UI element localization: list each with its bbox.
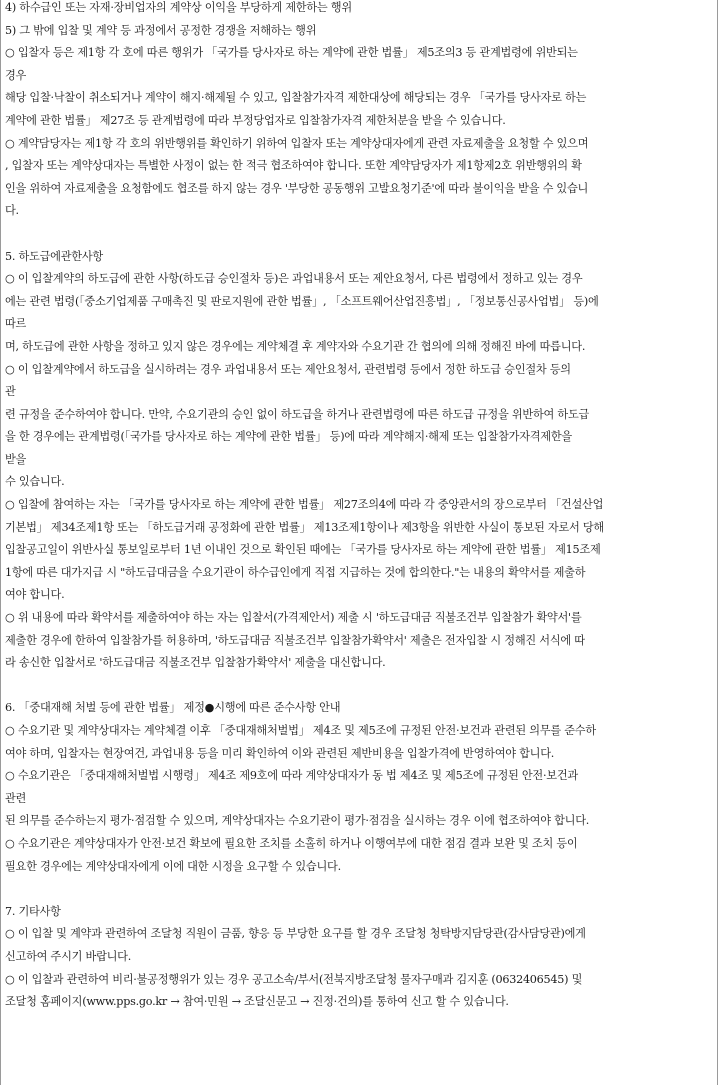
document-line: 련 규정을 준수하여야 합니다. 만약, 수요기관의 승인 없이 하도급을 하거나 관련법령에 따른 하도급 규정을 위반하여 하도급 (5, 407, 590, 421)
document-line: 기본법」 제34조제1항 또는 「하도급거래 공정화에 관한 법률」 제13조제1항이나 제3항을 위반한 사실이 통보된 자로서 당해 (5, 520, 604, 534)
document-line: 해당 입찰·낙찰이 취소되거나 계약이 해지·해제될 수 있고, 입찰참가자격 제한대상에 해당되는 경우 「국가를 당사자로 하는 (5, 91, 587, 105)
blank-line (5, 223, 715, 246)
blank-line (5, 878, 715, 901)
document-line: 5) 그 밖에 입찰 및 계약 등 과정에서 공정한 경쟁을 저해하는 행위 (5, 23, 317, 37)
document-line: 계약에 관한 법률」 제27조 등 관계법령에 따라 부정당업자로 입찰참가자격 제한처분을 받을 수 있습니다. (5, 113, 506, 127)
document-line: 을 한 경우에는 관계법령(「국가를 당사자로 하는 계약에 관한 법률」 등)에 따라 계약해지·해제 또는 입찰참가자격제한을 (5, 430, 572, 444)
document-line: 된 의무를 준수하는지 평가·점검할 수 있으며, 계약상대자는 수요기관이 평가·점검을 실시하는 경우 이에 협조하여야 합니다. (5, 814, 590, 828)
document-line: ○ 입찰에 참여하는 자는 「국가를 당사자로 하는 계약에 관한 법률」 제27조의4에 따라 각 중앙관서의 장으로부터 「건설산업 (5, 498, 604, 512)
document-line: 조달청 홈페이지(www.pps.go.kr → 참여·민원 → 조달신문고 → 진정·건의)를 통하여 신고 할 수 있습니다. (5, 995, 509, 1009)
document-line: 여야 하며, 입찰자는 현장여건, 과업내용 등을 미리 확인하여 이와 관련된 제반비용을 입찰가격에 반영하여야 합니다. (5, 746, 555, 760)
document-line: 1항에 따른 대가지급 시 "하도급대금을 수요기관이 하수급인에게 직접 지급하는 것에 합의한다."는 내용의 확약서를 제출하 (5, 565, 586, 579)
document-line: ○ 입찰자 등은 제1항 각 호에 따른 행위가 「국가를 당사자로 하는 계약에 관한 법률」 제5조의3 등 관계법령에 위반되는 (5, 46, 578, 60)
document-line: 라 송신한 입찰서로 '하도급대금 직불조건부 입찰참가확약서' 제출을 대신합니다. (5, 656, 386, 670)
document-line: ○ 수요기관은 「중대재해처벌법 시행령」 제4조 제9호에 따라 계약상대자가 동 법 제4조 및 제5조에 규정된 안전·보건과 (5, 769, 578, 783)
document-line: 5. 하도급에관한사항 (5, 249, 103, 263)
document-line: , 입찰자 또는 계약상대자는 특별한 사정이 없는 한 적극 협조하여야 합니다. 또한 계약담당자가 제1항제2호 위반행위의 확 (5, 159, 582, 173)
document-line: 수 있습니다. (5, 475, 65, 489)
document-body (5, 0, 715, 1014)
document-line: ○ 이 입찰계약의 하도급에 관한 사항(하도급 승인절차 등)은 과업내용서 또는 제안요청서, 다른 법령에서 정하고 있는 경우 (5, 272, 583, 286)
document-line: ○ 수요기관은 계약상대자가 안전·보건 확보에 필요한 조치를 소홀히 하거나 이행여부에 대한 점검 결과 보완 및 조치 등이 (5, 836, 578, 850)
blank-line (5, 675, 715, 698)
document-line: ○ 계약담당자는 제1항 각 호의 위반행위를 확인하기 위하여 입찰자 또는 계약상대자에게 관련 자료제출을 요청할 수 있으며 (5, 136, 589, 150)
document-line: ○ 이 입찰과 관련하여 비리·불공정행위가 있는 경우 공고소속/부서(전북지방조달청 물자구매과 김지훈 (0632406545) 및 (5, 972, 583, 986)
document-line: ○ 위 내용에 따라 확약서를 제출하여야 하는 자는 입찰서(가격제안서) 제출 시 '하도급대금 직불조건부 입찰참가 확약서'를 (5, 611, 582, 625)
document-line: 경우 (5, 68, 27, 82)
document-line: 6. 「중대재해 처벌 등에 관한 법률」 제정●시행에 따른 준수사항 안내 (5, 701, 341, 715)
document-line: 관 (5, 385, 16, 399)
document-line: 받을 (5, 452, 27, 466)
document-line: ○ 수요기관 및 계약상대자는 계약체결 이후 「중대재해처벌법」 제4조 및 제5조에 규정된 안전·보건과 관련된 의무를 준수하 (5, 724, 596, 737)
document-line: 입찰공고일이 위반사실 통보일로부터 1년 이내인 것으로 확인된 때에는 「국가를 당사자로 하는 계약에 관한 법률」 제15조제 (5, 543, 601, 557)
document-line: 며, 하도급에 관한 사항을 정하고 있지 않은 경우에는 계약체결 후 계약자와 수요기관 간 협의에 의해 정해진 바에 따릅니다. (5, 339, 586, 353)
document-line: 4) 하수급인 또는 자재·장비업자의 계약상 이익을 부당하게 제한하는 행위 (5, 1, 352, 14)
document-line: 관련 (5, 791, 27, 805)
document-line: 다. (5, 204, 19, 218)
document-line: 인을 위하여 자료제출을 요청함에도 협조를 하지 않는 경우 '부당한 공동행위 고발요청기준'에 따라 불이익을 받을 수 있습니 (5, 181, 589, 195)
document-line: 제출한 경우에 한하여 입찰참가를 허용하며, '하도급대금 직불조건부 입찰참가확약서' 제출은 전자입찰 시 정해진 서식에 따 (5, 633, 585, 647)
document-line: 필요한 경우에는 계약상대자에게 이에 대한 시정을 요구할 수 있습니다. (5, 859, 341, 873)
document-line: 7. 기타사항 (5, 904, 61, 918)
document-line: 따르 (5, 317, 27, 331)
document-line: 여야 합니다. (5, 588, 65, 602)
document-line: ○ 이 입찰 및 계약과 관련하여 조달청 직원이 금품, 향응 등 부당한 요구를 할 경우 조달청 청탁방지담당관(감사담당관)에게 (5, 927, 586, 941)
document-line: 신고하여 주시기 바랍니다. (5, 949, 132, 963)
document-line: ○ 이 입찰계약에서 하도급을 실시하려는 경우 과업내용서 또는 제안요청서, 관련법령 등에서 정한 하도급 승인절차 등의 (5, 362, 571, 376)
document-line: 에는 관련 법령(「중소기업제품 구매촉진 및 판로지원에 관한 법률」, 「소프트웨어산업진흥법」, 「정보통신공사업법」 등)에 (5, 294, 599, 308)
